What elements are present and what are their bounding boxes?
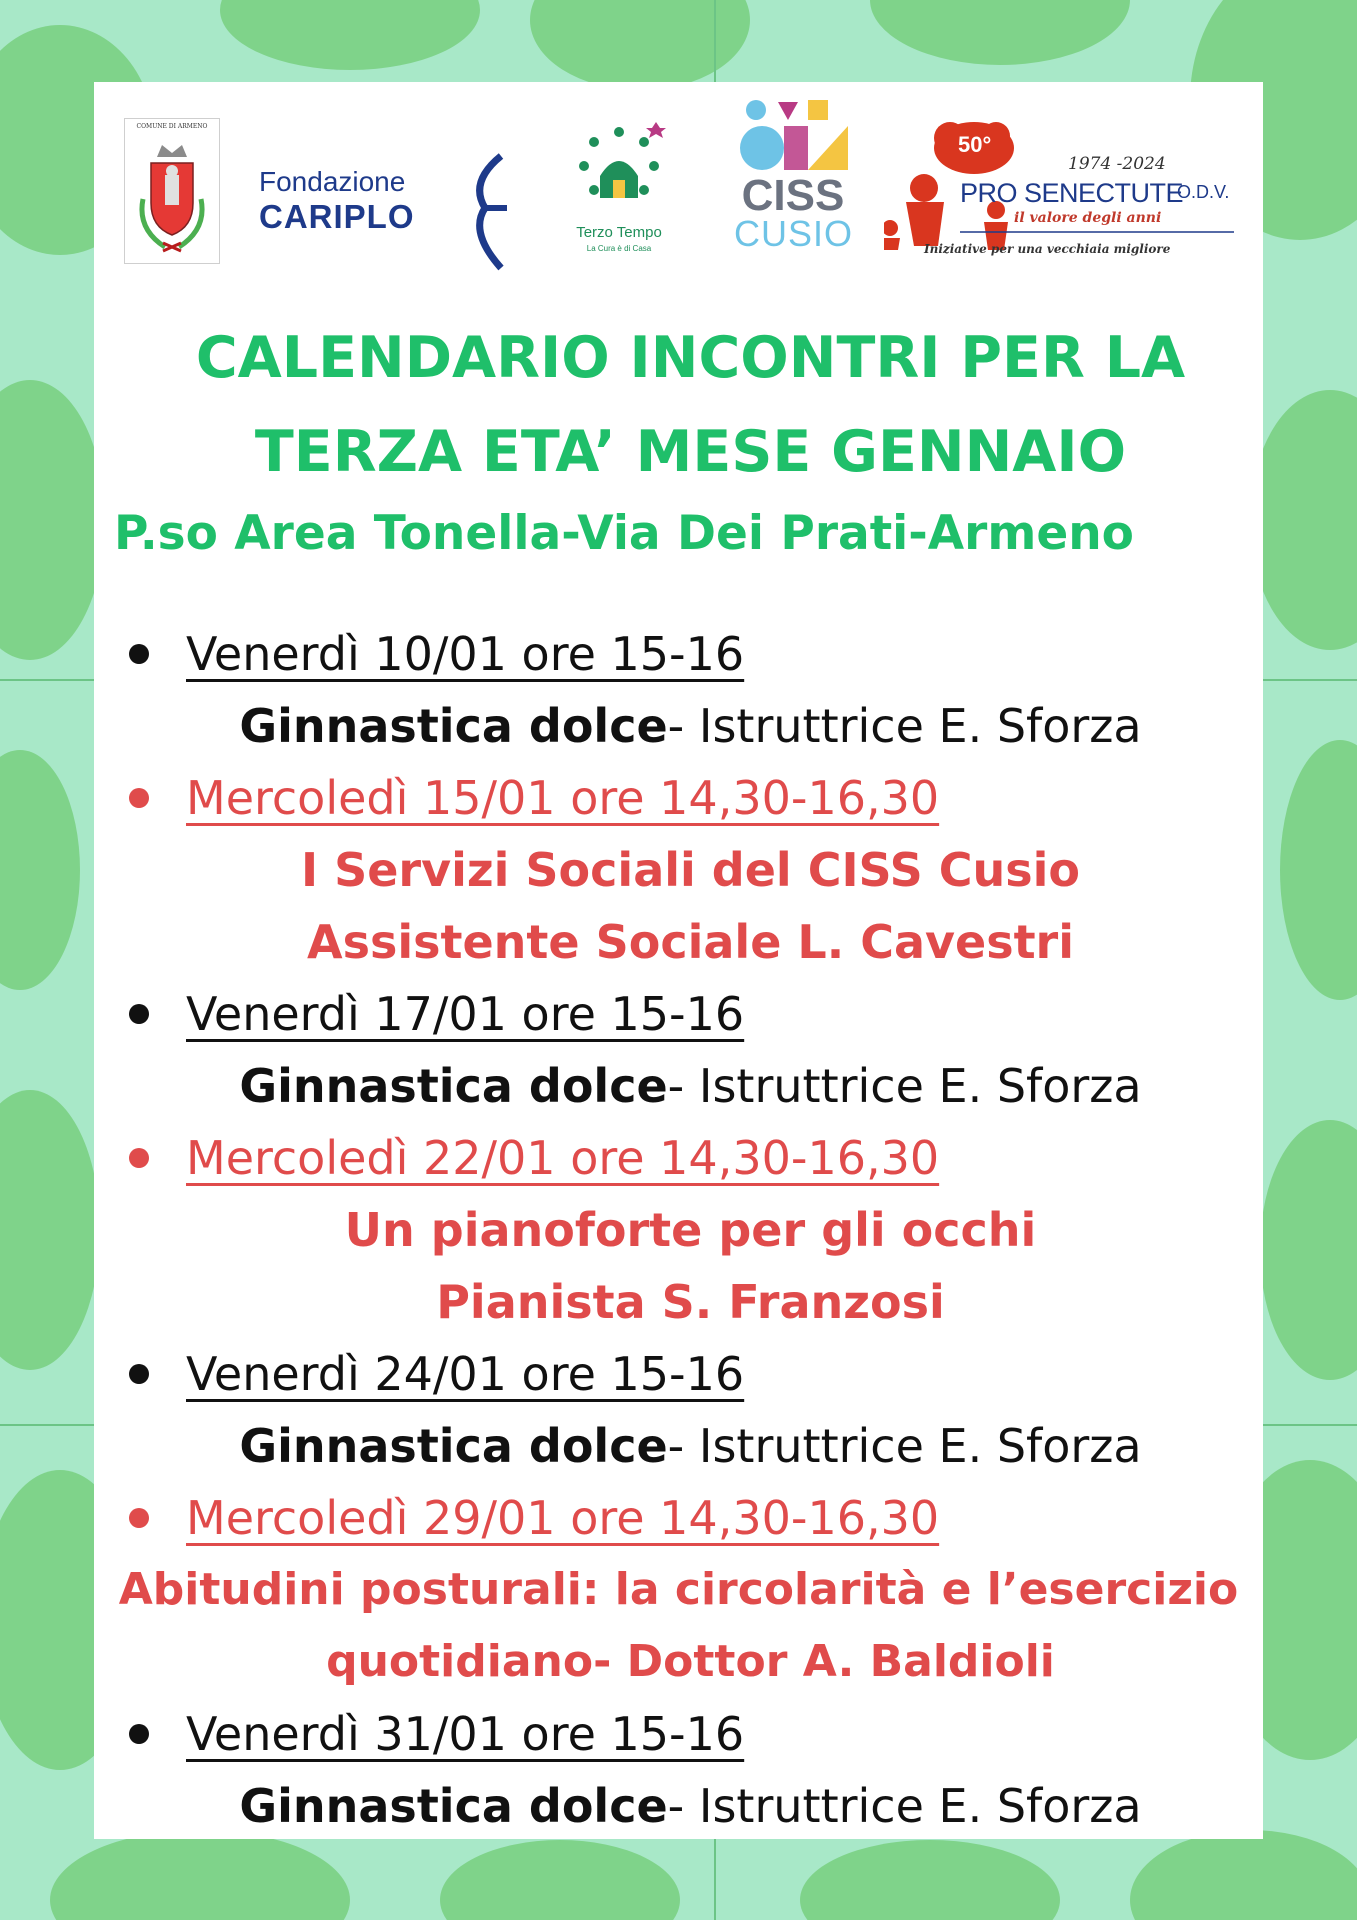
event-date — [186, 762, 939, 834]
event-detail-line1: Un pianoforte per gli occhi — [344, 1203, 1037, 1257]
bullet-icon — [129, 644, 149, 664]
event-detail-line2: Pianista S. Franzosi — [436, 1275, 945, 1329]
event-detail — [94, 1410, 1275, 1482]
pro-name: PRO SENECTUTE — [960, 178, 1184, 208]
bullet-icon — [129, 1508, 149, 1528]
event-activity: Ginnastica dolce — [239, 699, 668, 753]
comune-armeno-logo — [124, 118, 220, 264]
event-date — [186, 1338, 744, 1410]
event-date-text: Mercoledì 29/01 ore 14,30-16,30 — [186, 1491, 940, 1545]
bullet-icon — [129, 1364, 149, 1384]
bullet-icon — [129, 788, 149, 808]
page-title-line1: CALENDARIO INCONTRI PER LA — [195, 325, 1186, 391]
event-leader: - Istruttrice E. Sforza — [667, 1419, 1142, 1473]
event-leader: - Istruttrice E. Sforza — [667, 1779, 1142, 1833]
bullet-icon — [129, 1148, 149, 1168]
event-date — [186, 1482, 939, 1554]
event-date-text: Venerdì 31/01 ore 15-16 — [186, 1707, 745, 1761]
pro-odv: O.D.V. — [1177, 182, 1230, 202]
event-activity: Ginnastica dolce — [239, 1779, 668, 1833]
logo-bar — [94, 82, 1263, 282]
event-date-text: Mercoledì 15/01 ore 14,30-16,30 — [186, 771, 940, 825]
event-date-text: Venerdì 24/01 ore 15-16 — [186, 1347, 745, 1401]
flyer-card — [94, 82, 1263, 1839]
event-detail — [94, 1050, 1275, 1122]
event-detail-line2: Assistente Sociale L. Cavestri — [306, 915, 1075, 969]
bullet-icon — [129, 1004, 149, 1024]
event-date — [186, 618, 744, 690]
event-date — [186, 978, 744, 1050]
pro-slogan: il valore degli anni — [1014, 210, 1162, 226]
terzo-tempo-tagline: La Cura è di Casa — [586, 244, 652, 253]
event-detail-line1: Abitudini posturali: la circolarità e l’esercizio — [118, 1564, 1239, 1615]
pro-tagline: Iniziative per una vecchiaia migliore — [924, 242, 1171, 256]
event-date — [186, 1122, 939, 1194]
terzo-tempo-name: Terzo Tempo — [576, 224, 662, 241]
location-subtitle: P.so Area Tonella-Via Dei Prati-Armeno — [114, 506, 1134, 561]
fondazione-cariplo-logo — [259, 152, 519, 272]
bullet-icon — [129, 1724, 149, 1744]
event-activity: Ginnastica dolce — [239, 1059, 668, 1113]
cariplo-line2: CARIPLO — [259, 198, 415, 235]
pro-fifty-badge: 50° — [958, 132, 992, 157]
coat-of-arms-icon — [135, 139, 209, 255]
cariplo-swirl-icon — [463, 152, 513, 272]
ciss-subname: CUSIO — [734, 213, 854, 254]
terzo-tempo-logo — [554, 122, 684, 272]
event-detail — [94, 1770, 1275, 1842]
ciss-cusio-logo — [734, 98, 864, 268]
pro-senectute-logo — [884, 118, 1254, 268]
event-detail — [94, 690, 1275, 762]
comune-caption: COMUNE DI ARMENO — [136, 123, 208, 130]
pro-years: 1974 -2024 — [1068, 154, 1166, 174]
page-title-line2: TERZA ETA’ MESE GENNAIO — [254, 419, 1127, 485]
cariplo-line1: Fondazione — [259, 166, 406, 197]
event-leader: - Istruttrice E. Sforza — [667, 699, 1142, 753]
house-circle-icon — [572, 122, 666, 222]
event-detail-line1: I Servizi Sociali del CISS Cusio — [300, 843, 1081, 897]
event-leader: - Istruttrice E. Sforza — [667, 1059, 1142, 1113]
event-date-text: Mercoledì 22/01 ore 14,30-16,30 — [186, 1131, 940, 1185]
ciss-name: CISS — [741, 171, 845, 220]
event-date — [186, 1698, 744, 1770]
event-detail-line2: quotidiano- Dottor A. Baldioli — [326, 1636, 1055, 1687]
event-date-text: Venerdì 17/01 ore 15-16 — [186, 987, 745, 1041]
event-activity: Ginnastica dolce — [239, 1419, 668, 1473]
event-date-text: Venerdì 10/01 ore 15-16 — [186, 627, 745, 681]
ciss-shapes-icon — [738, 98, 858, 174]
